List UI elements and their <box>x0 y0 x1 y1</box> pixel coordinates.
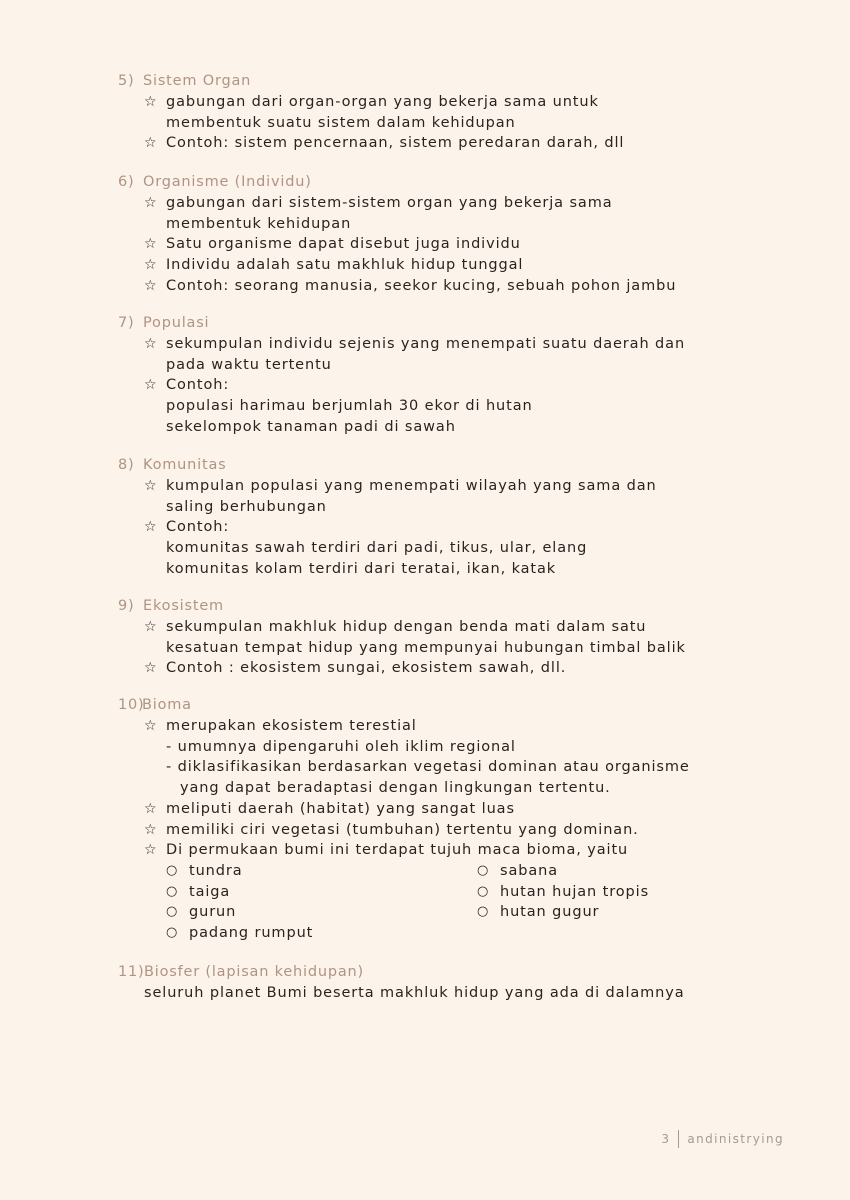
list-item: ☆ kumpulan populasi yang menempati wilayah yang sama dan saling berhubungan <box>144 478 657 515</box>
star-icon: ☆ <box>144 519 158 536</box>
section-title: Bioma <box>142 697 192 713</box>
circle-outline-icon: ○ <box>166 862 179 878</box>
section-ekosistem <box>118 596 758 679</box>
section-number: 8) <box>118 457 135 473</box>
sub-item: - diklasifikasikan berdasarkan vegetasi dominan atau organisme yang dapat beradaptasi dengan lingkungan tertentu. <box>166 759 690 797</box>
star-icon: ☆ <box>144 336 158 352</box>
star-icon: ☆ <box>144 842 158 859</box>
list-item: ☆ sekumpulan individu sejenis yang menempati suatu daerah dan pada waktu tertentu <box>144 336 686 373</box>
section-title: Populasi <box>143 315 210 331</box>
section-biosfer <box>118 962 758 1004</box>
circle-outline-icon: ○ <box>166 883 179 899</box>
list-item: ☆ Individu adalah satu makhluk hidup tunggal <box>118 255 758 276</box>
list-item: ☆ Contoh: sistem pencernaan, sistem peredaran darah, dll <box>118 133 758 154</box>
list-item: ☆ Contoh: seorang manusia, seekor kucing, sebuah pohon jambu <box>118 276 758 297</box>
section-number: 10) <box>118 697 145 713</box>
circle-outline-icon: ○ <box>477 862 490 878</box>
list-item: ☆ Di permukaan bumi ini terdapat tujuh maca bioma, yaitu <box>118 840 758 861</box>
star-icon: ☆ <box>144 821 158 838</box>
circle-outline-icon: ○ <box>477 904 490 920</box>
list-item: ☆ gabungan dari organ-organ yang bekerja sama untuk membentuk suatu sistem dalam kehidupan <box>144 94 599 131</box>
star-icon: ☆ <box>144 277 158 294</box>
section-komunitas <box>118 455 758 580</box>
star-icon: ☆ <box>144 257 158 274</box>
star-icon: ☆ <box>144 478 158 494</box>
section-sistem-organ <box>118 71 758 154</box>
section-number: 6) <box>118 174 135 190</box>
sub-item: - umumnya dipengaruhi oleh iklim regional <box>166 738 516 755</box>
list-item: ☆ sekumpulan makhluk hidup dengan benda mati dalam satu kesatuan tempat hidup yang mempunyai hubungan timbal balik <box>144 619 686 656</box>
circle-outline-icon: ○ <box>477 883 490 899</box>
section-title: Organisme (Individu) <box>143 174 312 190</box>
star-icon: ☆ <box>144 236 158 253</box>
section-number: 7) <box>118 315 135 331</box>
list-item: ☆ Contoh : ekosistem sungai, ekosistem sawah, dll. <box>118 658 758 679</box>
star-icon: ☆ <box>144 377 158 394</box>
list-item: ☆ Contoh: populasi harimau berjumlah 30 ekor di hutan sekelompok tanaman padi di sawah <box>144 377 533 435</box>
section-number: 11) <box>118 964 145 980</box>
section-title: Ekosistem <box>143 598 224 614</box>
section-organisme <box>118 172 758 297</box>
section-number: 9) <box>118 598 135 614</box>
list-item: ☆ Contoh: komunitas sawah terdiri dari padi, tikus, ular, elang komunitas kolam terdiri dari teratai, ikan, katak <box>144 519 588 577</box>
list-item: ☆ Satu organisme dapat disebut juga individu <box>118 234 758 255</box>
star-icon: ☆ <box>144 718 158 734</box>
section-title: Biosfer (lapisan kehidupan) <box>144 964 364 980</box>
section-title: Sistem Organ <box>143 73 252 89</box>
star-icon: ☆ <box>144 619 158 635</box>
star-icon: ☆ <box>144 800 158 817</box>
footer-brand: andinistrying <box>687 1132 784 1146</box>
circle-outline-icon: ○ <box>166 904 179 920</box>
list-item: ☆ memiliki ciri vegetasi (tumbuhan) tertentu yang dominan. <box>118 820 758 841</box>
section-title: Komunitas <box>143 457 227 473</box>
list-item: ☆ merupakan ekosistem terestial <box>118 716 758 737</box>
star-icon: ☆ <box>144 660 158 677</box>
list-item: ☆ meliputi daerah (habitat) yang sangat luas <box>118 799 758 820</box>
section-text: seluruh planet Bumi beserta makhluk hidup yang ada di dalamnya <box>144 985 685 1001</box>
circle-outline-icon: ○ <box>166 924 179 940</box>
section-number: 5) <box>118 73 135 89</box>
bioma-list: ○ tundra ○ taiga ○ gurun ○ padang rumput ○ sabana ○ hutan hujan tropis ○ hutan gugur <box>118 861 758 944</box>
star-icon: ☆ <box>144 195 158 211</box>
star-icon: ☆ <box>144 135 158 152</box>
page-number: 3 <box>661 1132 671 1146</box>
footer-divider <box>678 1130 679 1148</box>
page-footer <box>661 1130 784 1148</box>
star-icon: ☆ <box>144 94 158 110</box>
section-populasi <box>118 313 758 438</box>
list-item: ☆ gabungan dari sistem-sistem organ yang bekerja sama membentuk kehidupan <box>144 195 613 232</box>
section-bioma <box>118 695 758 944</box>
